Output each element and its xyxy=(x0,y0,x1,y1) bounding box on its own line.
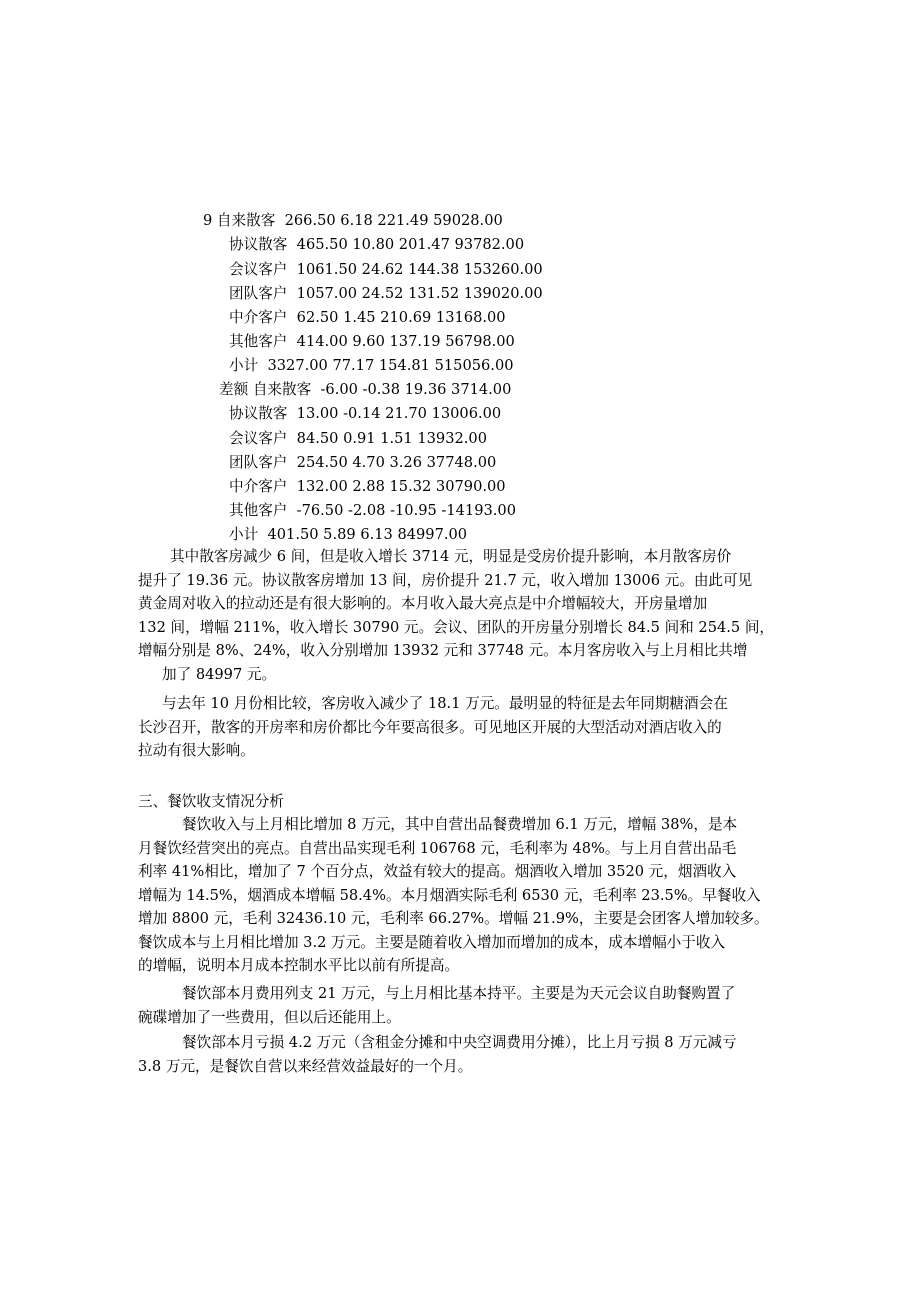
text-line: 餐饮部本月费用列支 21 万元，与上月相比基本持平。主要是为天元会议自助餐购置了 xyxy=(182,985,736,1002)
text-line: 餐饮部本月亏损 4.2 万元（含租金分摊和中央空调费用分摊），比上月亏损 8 万元减亏 xyxy=(182,1034,737,1051)
row-values: 84.50 0.91 1.51 13932.00 xyxy=(296,430,487,447)
row-label: 团队客户 xyxy=(229,454,288,471)
text-line: 碗碟增加了一些费用，但以后还能用上。 xyxy=(138,1008,401,1026)
table-row xyxy=(229,523,467,546)
paragraph-year-comparison xyxy=(138,692,786,763)
row-values: 254.50 4.70 3.26 37748.00 xyxy=(296,454,497,471)
row-values: 1061.50 24.62 144.38 153260.00 xyxy=(296,261,543,278)
table-row xyxy=(229,402,501,425)
row-label: 会议客户 xyxy=(229,430,288,447)
section-heading: 三、餐饮收支情况分析 xyxy=(138,793,284,810)
table-row xyxy=(229,233,524,256)
table-row xyxy=(203,209,503,232)
row-values: 13.00 -0.14 21.70 13006.00 xyxy=(296,405,502,422)
text-line: 3.8 万元，是餐饮自营以来经营效益最好的一个月。 xyxy=(138,1057,473,1075)
text-line: 长沙召开，散客的开房率和房价都比今年要高很多。可见地区开展的大型活动对酒店收入的 xyxy=(138,718,722,736)
row-label: 协议散客 xyxy=(229,405,288,422)
row-label: 差额 自来散客 xyxy=(219,381,312,398)
text-line: 加了 84997 元。 xyxy=(162,665,277,683)
row-label: 团队客户 xyxy=(229,285,288,302)
row-label: 中介客户 xyxy=(229,309,288,326)
text-line: 餐饮成本与上月相比增加 3.2 万元。主要是随着收入增加而增加的成本，成本增幅小于收入 xyxy=(138,933,726,951)
text-line: 餐饮收入与上月相比增加 8 万元，其中自营出品餐费增加 6.1 万元，增幅 38%，是本 xyxy=(182,816,738,833)
paragraph-catering-loss xyxy=(138,1031,786,1078)
text-line: 增幅为 14.5%，烟酒成本增幅 58.4%。本月烟酒实际毛利 6530 元，毛利率 23.5%。早餐收入 xyxy=(138,886,761,904)
text-line: 月餐饮经营突出的亮点。自营出品实现毛利 106768 元，毛利率为 48%。与上月自营出品毛 xyxy=(138,839,737,857)
row-label: 小计 xyxy=(229,526,259,543)
table-row xyxy=(229,354,514,377)
row-label: 会议客户 xyxy=(229,261,288,278)
table-row xyxy=(219,378,511,401)
paragraph-catering-expenses xyxy=(138,982,786,1029)
text-line: 拉动有很大影响。 xyxy=(138,742,255,759)
row-values: 62.50 1.45 210.69 13168.00 xyxy=(296,309,506,326)
row-values: 266.50 6.18 221.49 59028.00 xyxy=(284,212,503,229)
text-line: 增幅分别是 8%、24%，收入分别增加 13932 元和 37748 元。本月客房收入与上月相比共增 xyxy=(138,642,748,659)
paragraph-catering-revenue xyxy=(138,813,786,978)
table-row xyxy=(229,330,515,353)
row-label: 小计 xyxy=(229,357,259,374)
table-row xyxy=(229,475,506,498)
row-values: 1057.00 24.52 131.52 139020.00 xyxy=(296,285,543,302)
row-label: 其他客户 xyxy=(229,502,288,519)
table-row xyxy=(229,451,496,474)
table-row xyxy=(229,499,516,522)
text-line: 的增幅，说明本月成本控制水平比以前有所提高。 xyxy=(138,957,460,974)
text-line: 提升了 19.36 元。协议散客房增加 13 间，房价提升 21.7 元，收入增加 13006 元。由此可见 xyxy=(138,571,753,589)
row-label: 9 自来散客 xyxy=(203,212,276,229)
text-line: 与去年 10 月份相比较，客房收入减少了 18.1 万元。最明显的特征是去年同期糖酒会在 xyxy=(162,695,728,712)
table-row xyxy=(229,258,543,281)
paragraph-room-revenue xyxy=(138,545,786,686)
row-values: 132.00 2.88 15.32 30790.00 xyxy=(296,478,506,495)
text-line: 132 间，增幅 211%，收入增长 30790 元。会议、团队的开房量分别增长 84.5 间和 254.5 间， xyxy=(138,618,775,636)
row-values: 465.50 10.80 201.47 93782.00 xyxy=(296,236,525,253)
text-line: 利率 41%相比，增加了 7 个百分点，效益有较大的提高。烟酒收入增加 3520 元，烟酒收入 xyxy=(138,863,737,880)
text-line: 增加 8800 元，毛利 32436.10 元，毛利率 66.27%。增幅 21.9%，主要是会团客人增加较多。 xyxy=(138,910,769,927)
row-label: 中介客户 xyxy=(229,478,288,495)
table-row xyxy=(229,306,506,329)
table-row xyxy=(229,282,543,305)
row-values: 414.00 9.60 137.19 56798.00 xyxy=(296,333,515,350)
row-values: -6.00 -0.38 19.36 3714.00 xyxy=(320,381,512,398)
row-values: -76.50 -2.08 -10.95 -14193.00 xyxy=(296,502,516,519)
text-line: 黄金周对收入的拉动还是有很大影响的。本月收入最大亮点是中介增幅较大，开房量增加 xyxy=(138,595,708,612)
row-label: 协议散客 xyxy=(229,236,288,253)
row-label: 其他客户 xyxy=(229,333,288,350)
row-values: 401.50 5.89 6.13 84997.00 xyxy=(267,526,468,543)
table-row xyxy=(229,427,487,450)
text-line: 其中散客房减少 6 间，但是收入增长 3714 元，明显是受房价提升影响，本月散客房价 xyxy=(170,548,732,565)
row-values: 3327.00 77.17 154.81 515056.00 xyxy=(267,357,514,374)
